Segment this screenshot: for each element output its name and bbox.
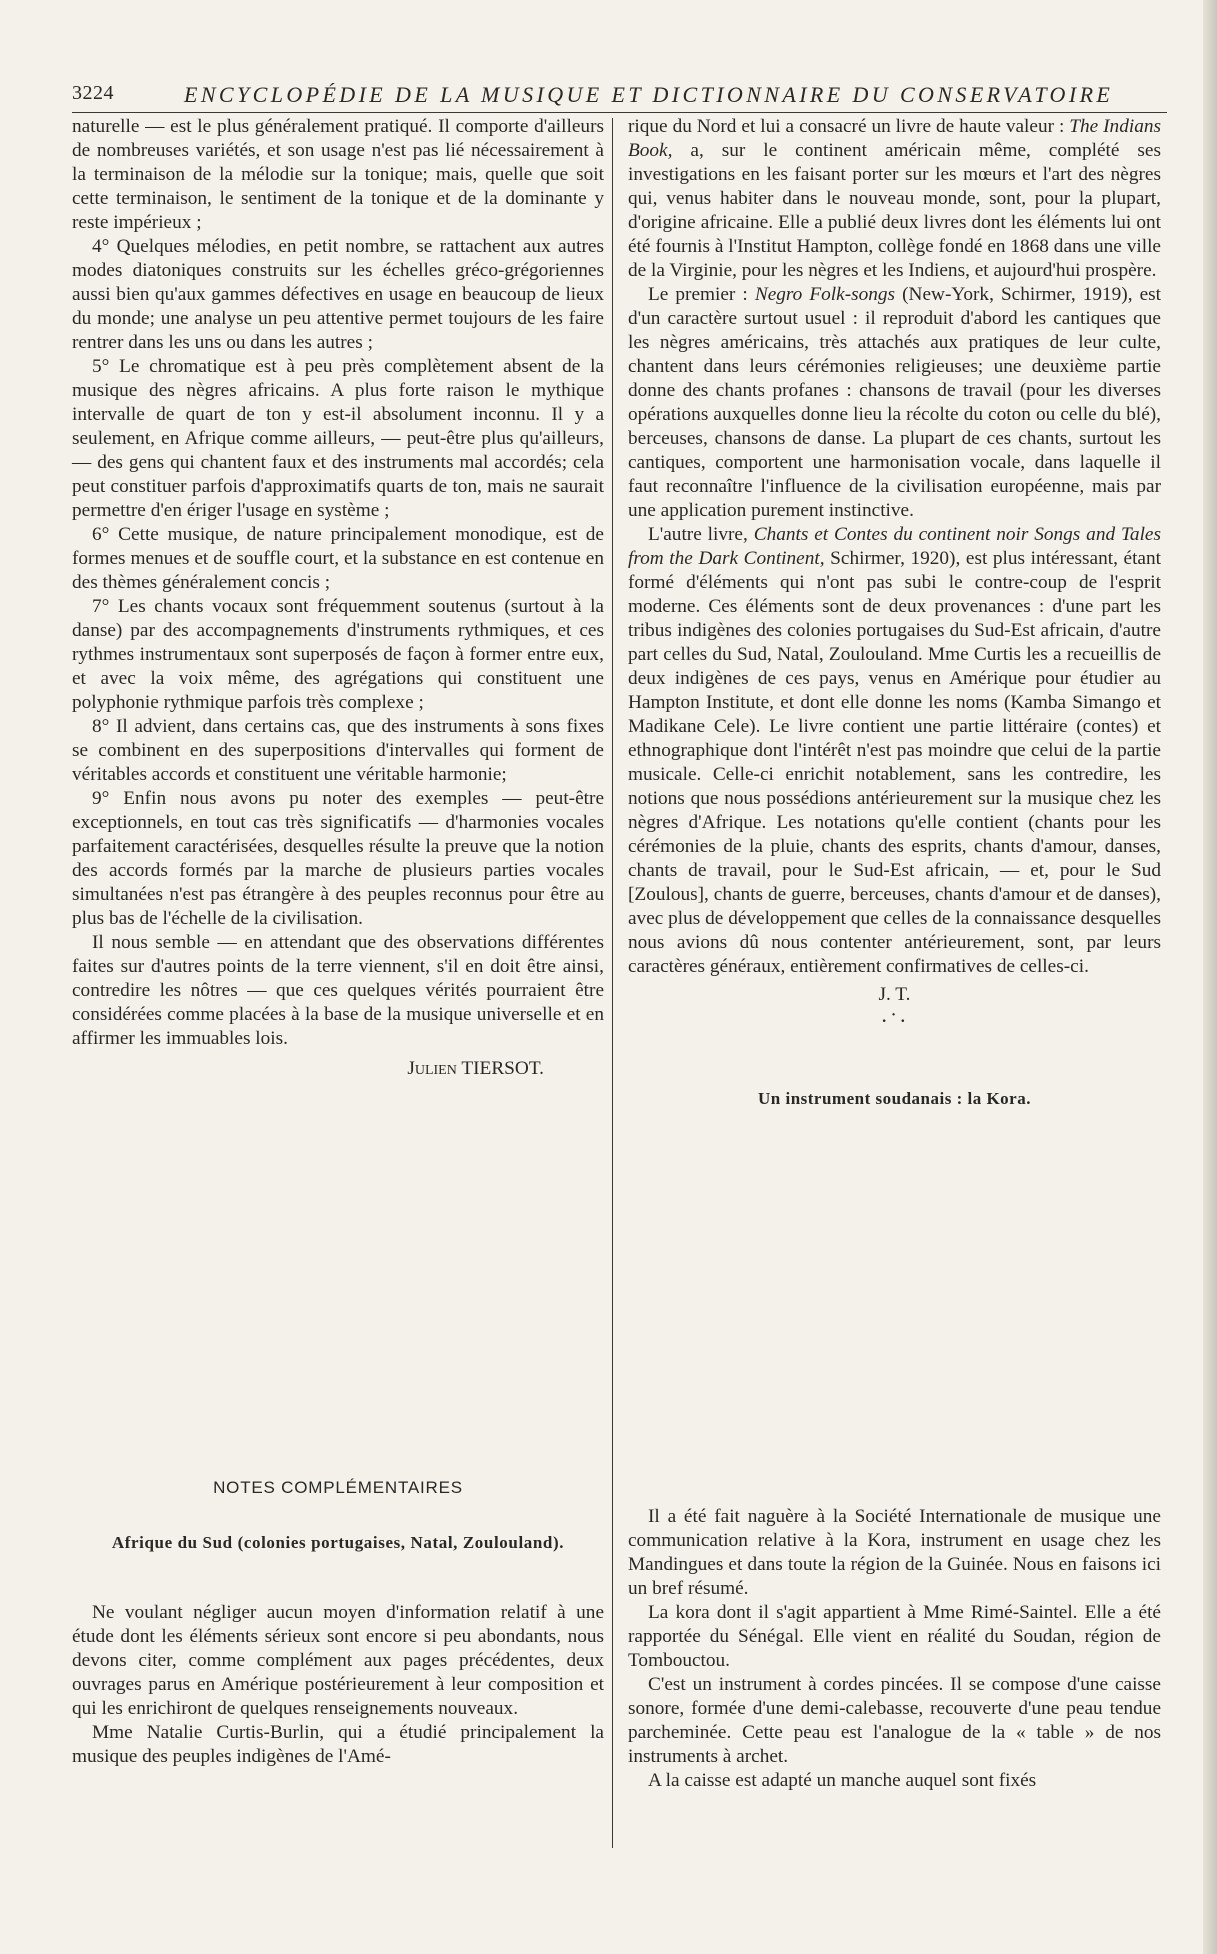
paragraph: A la caisse est adapté un manche auquel sont fixés — [648, 1770, 1037, 1791]
paragraph: rique du Nord et lui a consacré un livre de haute valeur : The Indians Book, a, sur le continent américain même, complété ses investigations en les faisant porter sur les mœurs et l'art des nègres qui, venus habiter dans le nouveau monde, sont, pour la plupart, d'origine africaine. Elle a publié deux livres dont les éléments lui ont été fournis à l'Institut Hampton, collège fondé en 1868 dans une ville de la Virginie, pour les nègres et les Indiens, et aujourd'hui prospère. — [628, 116, 1161, 281]
page-edge — [1203, 0, 1217, 1954]
paragraph: Le premier : Negro Folk-songs (New-York, Schirmer, 1919), est d'un caractère surtout usuel : il reproduit d'abord les cantiques que les nègres américains, très attachés aux pratiques de leur culte, chantent dans leurs cérémonies religieuses; une deuxième partie donne des chants profanes : chansons de travail (pour les diverses opérations auxquelles donne lieu la récolte du coton ou celle du blé), berceuses, chansons de danse. La plupart de ces chants, surtout les cantiques, comportent une harmonisation vocale, dans laquelle il faut reconnaître l'influence de la civilisation européenne, mais par une application purement instinctive. — [628, 284, 1161, 521]
running-title: ENCYCLOPÉDIE DE LA MUSIQUE ET DICTIONNAIRE DU CONSERVATOIRE — [184, 82, 1114, 107]
paragraph: 4° Quelques mélodies, en petit nombre, se rattachent aux autres modes diatoniques construits sur les échelles gréco-grégoriennes aussi bien qu'aux gammes défectives en usage en beaucoup de lieux du monde; une analyse un peu attentive permet toujours de les faire rentrer dans les uns ou dans les autres ; — [72, 236, 604, 353]
author-first-name: Julien — [407, 1058, 457, 1079]
left-column — [72, 115, 604, 1081]
book-title: Chants et Contes du continent noir Songs and Tales from the Dark Continent, — [628, 524, 1161, 569]
paragraph: C'est un instrument à cordes pincées. Il se compose d'une caisse sonore, formée d'une demi-calebasse, recouverte d'une peau tendue parcheminée. Cette peau est l'analogue de la « table » de nos instruments à archet. — [628, 1674, 1161, 1767]
running-header — [72, 82, 1167, 113]
paragraph: Ne voulant négliger aucun moyen d'information relatif à une étude dont les éléments sérieux sont encore si peu abondants, nous devons citer, comme complément aux pages précédentes, deux ouvrages parus en Amérique postérieurement à leur composition et qui les enrichiront de quelques renseignements nouveaux. — [72, 1602, 604, 1719]
paragraph: 7° Les chants vocaux sont fréquemment soutenus (surtout à la danse) par des accompagnements d'instruments rythmiques, et ces rythmes instrumentaux sont superposés de façon à former entre eux, et avec la voix même, des agrégations qui constituent une polyphonie rythmique parfois très complexe ; — [72, 596, 604, 713]
author-last-name: TIERSOT. — [461, 1058, 544, 1079]
page-number: 3224 — [72, 82, 114, 104]
notes-subheading: Afrique du Sud (colonies portugaises, Natal, Zoulouland). — [111, 1533, 565, 1552]
paragraph: 6° Cette musique, de nature principalement monodique, est de formes menues et de souffle court, et la substance en est contenue en des thèmes généralement concis ; — [72, 524, 604, 593]
paragraph: Il nous semble — en attendant que des observations différentes faites sur d'autres points de la terre viennent, s'il en doit être ainsi, contredire les nôtres — que ces quelques vérités pourraient être considérées comme placées à la base de la musique universelle et en affirmer les immuables lois. — [72, 932, 604, 1049]
paragraph: La kora dont il s'agit appartient à Mme Rimé-Saintel. Elle a été rapportée du Sénégal. Elle vient en réalité du Soudan, région de Tombouctou. — [628, 1602, 1161, 1671]
paragraph: 9° Enfin nous avons pu noter des exemples — peut-être exceptionnels, en tout cas très significatifs — d'harmonies vocales parfaitement caractérisées, desquelles résulte la preuve que la notion des accords formés par la marche de plusieurs parties vocales simultanées n'est pas étrangère à des peuples reconnus pour être au plus bas de l'échelle de la civilisation. — [72, 788, 604, 929]
right-column — [628, 115, 1161, 1149]
notes-heading: NOTES COMPLÉMENTAIRES — [213, 1478, 463, 1497]
paragraph: Il a été fait naguère à la Société Internationale de musique une communication relative à la Kora, instrument en usage chez les Mandingues et dans toute la région de la Guinée. Nous en faisons ici un bref résumé. — [628, 1506, 1161, 1599]
paragraph: L'autre livre, Chants et Contes du continent noir Songs and Tales from the Dark Continent, Schirmer, 1920), est plus intéressant, étant formé d'éléments qui n'ont pas subi le contre-coup de l'esprit moderne. Ces éléments sont de deux provenances : d'une part les tribus indigènes des colonies portugaises du Sud-Est africain, d'autre part celles du Sud, Natal, Zoulouland. Mme Curtis les a recueillis de deux indigènes de ces pays, venus en Amérique pour étudier au Hampton Institute, et dont elle donne les noms (Kamba Simango et Madikane Cele). Le livre contient une partie littéraire (contes) et ethnographique dont l'intérêt n'est pas moindre que celui de la partie musicale. Celle-ci enrichit notablement, sans les contredire, les notions que nous possédions antérieurement sur la musique chez les nègres d'Afrique. Les notations qu'elle contient (chants pour les cérémonies de la pluie, chants des esprits, chants d'amour, danses, chants de travail, pour le Sud-Est africain, — et, pour le Sud [Zoulous], chants de guerre, berceuses, chants d'amour et de danses), avec plus de développement que celles de la connaissance desquelles nous avions dû nous contenter antérieurement, sont, par leurs caractères généraux, entièrement confirmatives de celles-ci. — [628, 524, 1161, 977]
paragraph: naturelle — est le plus généralement pratiqué. Il comporte d'ailleurs de nombreuses variétés, et son usage n'est pas lié nécessairement à la terminaison de la mélodie sur la tonique; mais, quelle que soit cette terminaison, le sentiment de la tonique et de la dominante y reste impérieux ; — [72, 116, 604, 233]
paragraph: 5° Le chromatique est à peu près complètement absent de la musique des nègres africains. A plus forte raison le mythique intervalle de quart de ton y est-il absolument inconnu. Il y a seulement, en Afrique comme ailleurs, — peut-être plus qu'ailleurs, — des gens qui chantent faux et des instruments mal accordés; cela peut constituer parfois d'approximatifs quarts de ton, mais ne saurait permettre d'en ériger l'usage en système ; — [72, 356, 604, 521]
book-title: The Indians Book, — [628, 116, 1161, 161]
author-signature — [72, 1057, 604, 1081]
paragraph: Mme Natalie Curtis-Burlin, qui a étudié principalement la musique des peuples indigènes de l'Amé- — [72, 1722, 604, 1767]
kora-heading: Un instrument soudanais : la Kora. — [758, 1089, 1031, 1108]
column-divider — [612, 118, 613, 1848]
book-title: Negro Folk-songs — [754, 284, 896, 305]
section-ornament: ·˙· — [880, 1008, 909, 1033]
author-initials: J. T. — [878, 984, 911, 1005]
notes-column — [72, 1601, 604, 1769]
paragraph: 8° Il advient, dans certains cas, que des instruments à sons fixes se combinent en des superpositions d'intervalles qui forment de véritables accords et constituent une véritable harmonie; — [72, 716, 604, 785]
kora-column — [628, 1505, 1161, 1793]
